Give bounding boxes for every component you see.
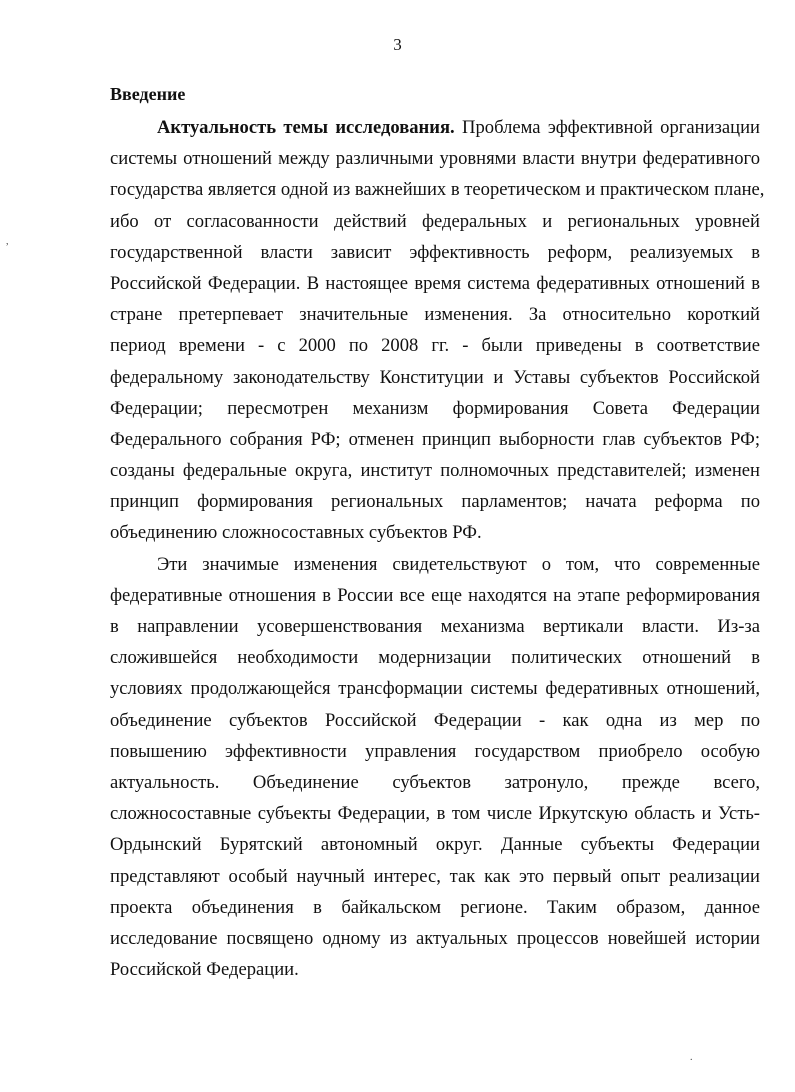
text-line: ибо от согласованности действий федеральных и региональных уровней xyxy=(110,210,760,232)
text-line: актуальность. Объединение субъектов затронуло, прежде всего, xyxy=(110,771,760,793)
text-line: объединению сложносоставных субъектов РФ. xyxy=(110,522,482,544)
text-line: системы отношений между различными уровнями власти внутри федеративного xyxy=(110,148,760,170)
text-line: повышению эффективности управления государством приобрело особую xyxy=(110,740,760,762)
page-number: 3 xyxy=(393,35,402,54)
text-line: Российской Федерации. xyxy=(110,959,299,981)
text-line: сложившейся необходимости модернизации политических отношений в xyxy=(110,647,760,669)
text-line: сложносоставные субъекты Федерации, в том числе Иркутскую область и Усть- xyxy=(110,803,760,825)
text-line: Федерального собрания РФ; отменен принцип выборности глав субъектов РФ; xyxy=(110,428,760,450)
text-line: Российской Федерации. В настоящее время система федеративных отношений в xyxy=(110,272,760,294)
relevance-lead: Актуальность темы исследования. xyxy=(157,117,455,138)
text-line: созданы федеральные округа, институт полномочных представителей; изменен xyxy=(110,460,760,482)
paragraph-changes xyxy=(110,549,760,986)
text-line: государственной власти зависит эффективность реформ, реализуемых в xyxy=(110,241,760,263)
text-line: Эти значимые изменения свидетельствуют о том, что современные xyxy=(157,553,760,575)
text-line: федеративные отношения в России все еще находятся на этапе реформирования xyxy=(110,584,760,606)
text-line: стране претерпевает значительные изменения. За относительно короткий xyxy=(110,304,760,326)
text-line: в направлении усовершенствования механизма вертикали власти. Из-за xyxy=(110,616,760,637)
text-line: представляют особый научный интерес, так как это первый опыт реализации xyxy=(110,865,760,887)
document-body xyxy=(110,112,765,985)
scan-speck: . xyxy=(690,1052,693,1063)
text-line: Федерации; пересмотрен механизм формирования Совета Федерации xyxy=(110,397,760,419)
text-line: принцип формирования региональных парламентов; начата реформа по xyxy=(110,491,760,513)
text-line: исследование посвящено одному из актуальных процессов новейшей истории xyxy=(110,927,760,949)
paragraph-first-line xyxy=(110,112,760,143)
section-heading: Введение xyxy=(110,84,186,104)
text-line: объединение субъектов Российской Федерации - как одна из мер по xyxy=(110,709,760,731)
paragraph-relevance xyxy=(110,112,765,549)
text-line: период времени - с 2000 по 2008 гг. - были приведены в соответствие xyxy=(110,335,760,357)
text-line: проекта объединения в байкальском регионе. Таким образом, данное xyxy=(110,896,760,918)
text-line: условиях продолжающейся трансформации системы федеративных отношений, xyxy=(110,678,760,700)
first-line-text: Проблема эффективной организации xyxy=(454,117,760,138)
text-line: федеральному законодательству Конституции и Уставы субъектов Российской xyxy=(110,366,760,388)
text-line: государства является одной из важнейших в теоретическом и практическом плане, xyxy=(110,179,765,201)
scan-speck: , xyxy=(6,236,9,247)
text-line: Ордынский Бурятский автономный округ. Данные субъекты Федерации xyxy=(110,834,760,856)
